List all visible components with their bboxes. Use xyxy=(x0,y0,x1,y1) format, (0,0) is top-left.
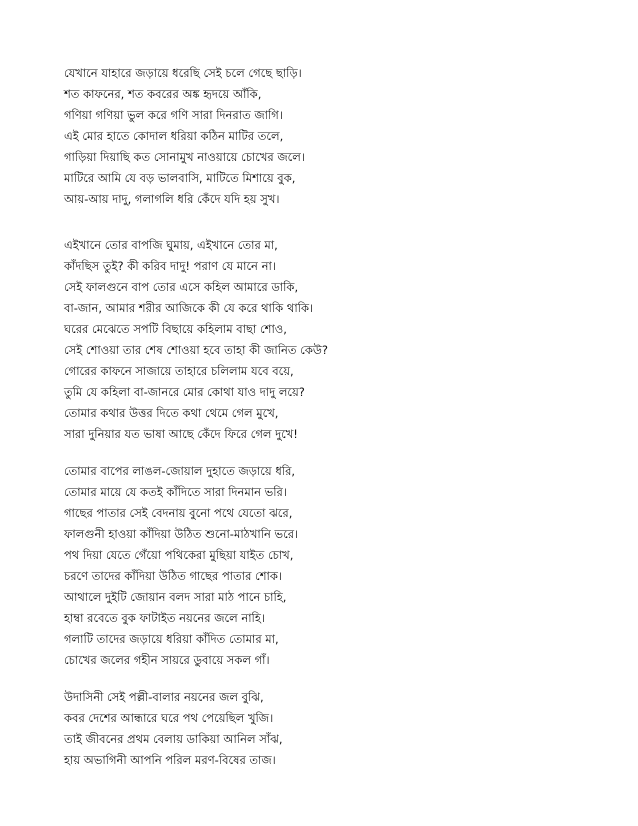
poem-line: তাই জীবনের প্রথম বেলায় ডাকিয়া আনিল সাঁঝ, xyxy=(64,732,283,746)
poem-line: সেই শোওয়া তার শেষ শোওয়া হবে তাহা কী জানিত কেউ? xyxy=(64,343,328,357)
poem-line: তোমার বাপের লাঙল-জোয়াল দুহাতে জড়ায়ে ধরি, xyxy=(64,464,296,478)
poem-line: শত কাফনের, শত কবরের অঙ্ক হৃদয়ে আঁকি, xyxy=(64,87,262,101)
poem-line: ফালগুনী হাওয়া কাঁদিয়া উঠিত শুনো-মাঠখানি ভরে। xyxy=(64,527,299,541)
poem-line: হায় অভাগিনী আপনি পরিল মরণ-বিষের তাজ। xyxy=(64,753,276,767)
poem-line: সারা দুনিয়ার যত ভাষা আছে কেঁদে ফিরে গেল দুখে! xyxy=(64,427,298,441)
poem-line: ঘরের মেঝেতে সপটি বিছায়ে কহিলাম বাছা শোও, xyxy=(64,322,287,336)
poem-line: কবর দেশের আন্ধারে ঘরে পথ পেয়েছিল খুজি। xyxy=(64,711,274,725)
poem-line: পথ দিয়া যেতে গেঁয়ো পথিকেরা মুছিয়া যাইত চোখ, xyxy=(64,548,294,562)
poem-line: উদাসিনী সেই পল্লী-বালার নয়নের জল বুঝি, xyxy=(64,690,264,704)
poem-line: আথালে দুইটি জোয়ান বলদ সারা মাঠ পানে চাহি, xyxy=(64,590,287,604)
poem-line: তোমার কথার উত্তর দিতে কথা থেমে গেল মুখে, xyxy=(64,406,279,420)
poem-line: গণিয়া গণিয়া ভুল করে গণি সারা দিনরাত জাগি। xyxy=(64,108,283,122)
poem-line: কাঁদছিস তুই? কী করিব দাদু! পরাণ যে মানে না। xyxy=(64,259,276,273)
poem-line: যেখানে যাহারে জড়ায়ে ধরেছি সেই চলে গেছে ছাড়ি। xyxy=(64,66,302,80)
poem-line: গাড়িয়া দিয়াছি কত সোনামুখ নাওয়ায়ে চোখের জলে। xyxy=(64,150,305,164)
poem-line: চোখের জলের গহীন সায়রে ডুবায়ে সকল গাঁ। xyxy=(64,653,270,667)
poem-line: তুমি যে কহিলা বা-জানরে মোর কোথা যাও দাদু লয়ে? xyxy=(64,385,305,399)
poem-line: চরণে তাদের কাঁদিয়া উঠিত গাছের পাতার শোক। xyxy=(64,569,283,583)
poem-line: গলাটি তাদের জড়ায়ে ধরিয়া কাঁদিত তোমার মা, xyxy=(64,632,279,646)
poem-line: গাছের পাতার সেই বেদনায় বুনো পথে যেতো ঝরে, xyxy=(64,506,293,520)
poem-line: আয়-আয় দাদু, গলাগলি ধরি কেঁদে যদি হয় সুখ। xyxy=(64,192,280,206)
poem-line: তোমার মায়ে যে কতই কাঁদিতে সারা দিনমান ভরি। xyxy=(64,485,287,499)
poem-line: বা-জান, আমার শরীর আজিকে কী যে করে থাকি থাকি। xyxy=(64,301,314,315)
poem-line: এই মোর হাতে কোদাল ধরিয়া কঠিন মাটির তলে, xyxy=(64,129,284,143)
poem-line: সেই ফালগুনে বাপ তোর এসে কহিল আমারে ডাকি, xyxy=(64,280,299,294)
poem-line: এইখানে তোর বাপজি ঘুমায়, এইখানে তোর মা, xyxy=(64,238,278,252)
poem-line: হাম্বা রবেতে বুক ফাটাইত নয়নের জলে নাহি। xyxy=(64,611,265,625)
poem-line: মাটিরে আমি যে বড় ভালবাসি, মাটিতে মিশায়ে বুক, xyxy=(64,171,296,185)
poem-line: গোরের কাফনে সাজায়ে তাহারে চলিলাম যবে বয়ে, xyxy=(64,364,294,378)
